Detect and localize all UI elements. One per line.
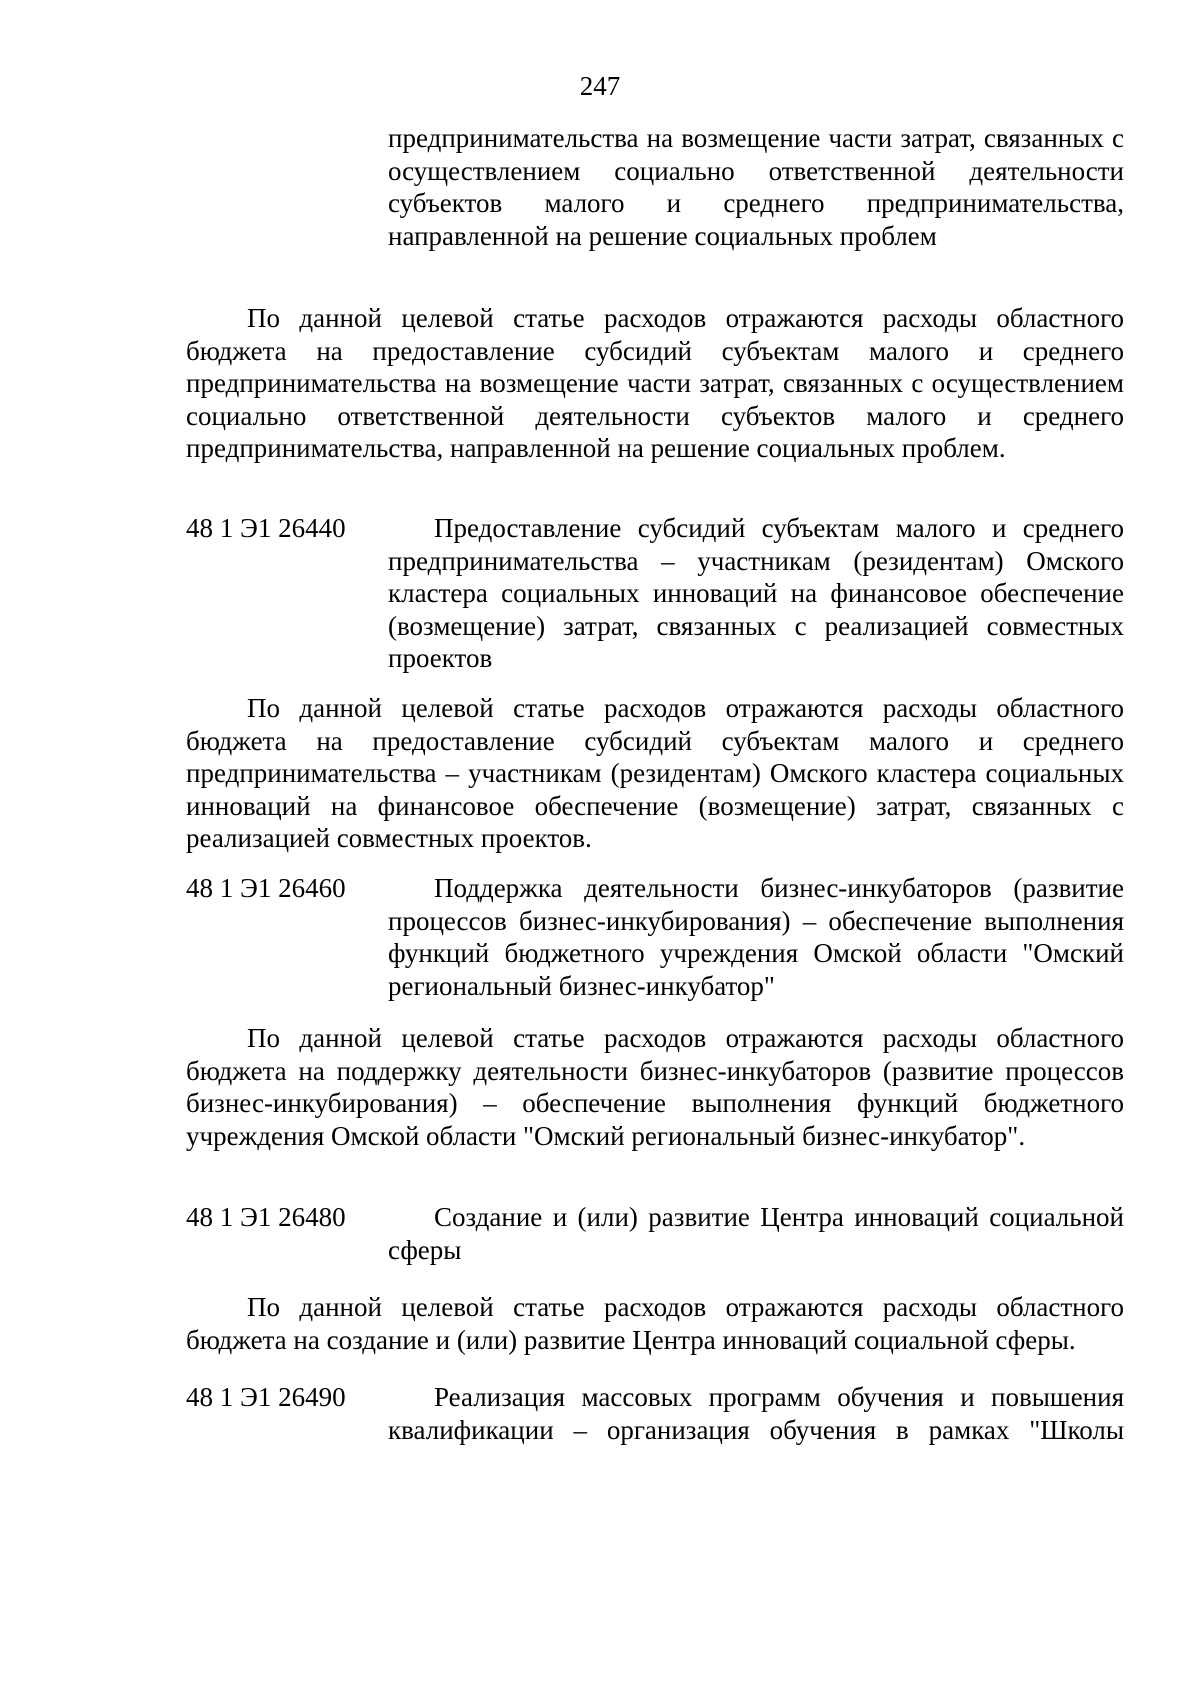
entry-title: Реализация массовых программ обучения и повышения квалификации – организация обучения в рамках "Школы — [388, 1382, 1124, 1445]
paragraph-text: По данной целевой статье расходов отражаются расходы областного бюджета на создание и (или) развитие Центра инноваций социальной сферы. — [186, 1292, 1124, 1355]
entry-title: предпринимательства на возмещение части затрат, связанных с осуществлением социально ответственной деятельности субъектов малого и среднего предпринимательства, направленной на решение социальных проблем — [388, 123, 1124, 251]
paragraph — [186, 1022, 1124, 1152]
entry — [186, 1201, 1124, 1266]
paragraph — [186, 1291, 1124, 1356]
entry-code: 48 1 Э1 26490 — [186, 1382, 346, 1412]
entry — [186, 872, 1124, 1002]
entry-title: Предоставление субсидий субъектам малого и среднего предпринимательства – участникам (резидентам) Омского кластера социальных инноваций на финансовое обеспечение (возмещение) затрат, связанных с реализацией совместных проектов — [388, 513, 1124, 673]
entry-code: 48 1 Э1 26440 — [186, 513, 346, 543]
entry-code: 48 1 Э1 26460 — [186, 873, 346, 903]
entry-title: Создание и (или) развитие Центра инноваций социальной сферы — [388, 1202, 1124, 1265]
paragraph — [186, 302, 1124, 465]
entry-title: Поддержка деятельности бизнес-инкубаторов (развитие процессов бизнес-инкубирования) – обеспечение выполнения функций бюджетного учреждения Омской области "Омский региональный бизнес-инкубатор" — [388, 873, 1124, 1001]
entry-code: 48 1 Э1 26480 — [186, 1202, 346, 1232]
paragraph-text: По данной целевой статье расходов отражаются расходы областного бюджета на предоставление субсидий субъектам малого и среднего предпринимательства на возмещение части затрат, связанных с осуществлением социально ответственной деятельности субъектов малого и среднего предпринимательства, направленной на решение социальных проблем. — [186, 303, 1124, 463]
paragraph — [186, 692, 1124, 855]
entry-continuation — [186, 122, 1124, 252]
entry — [186, 1381, 1124, 1446]
paragraph-text: По данной целевой статье расходов отражаются расходы областного бюджета на предоставление субсидий субъектам малого и среднего предпринимательства – участникам (резидентам) Омского кластера социальных инноваций на финансовое обеспечение (возмещение) затрат, связанных с реализацией совместных проектов. — [186, 693, 1124, 853]
paragraph-text: По данной целевой статье расходов отражаются расходы областного бюджета на поддержку деятельности бизнес-инкубаторов (развитие процессов бизнес-инкубирования) – обеспечение выполнения функций бюджетного учреждения Омской области "Омский региональный бизнес-инкубатор". — [186, 1023, 1124, 1151]
entry — [186, 512, 1124, 675]
page-number: 247 — [579, 71, 621, 101]
